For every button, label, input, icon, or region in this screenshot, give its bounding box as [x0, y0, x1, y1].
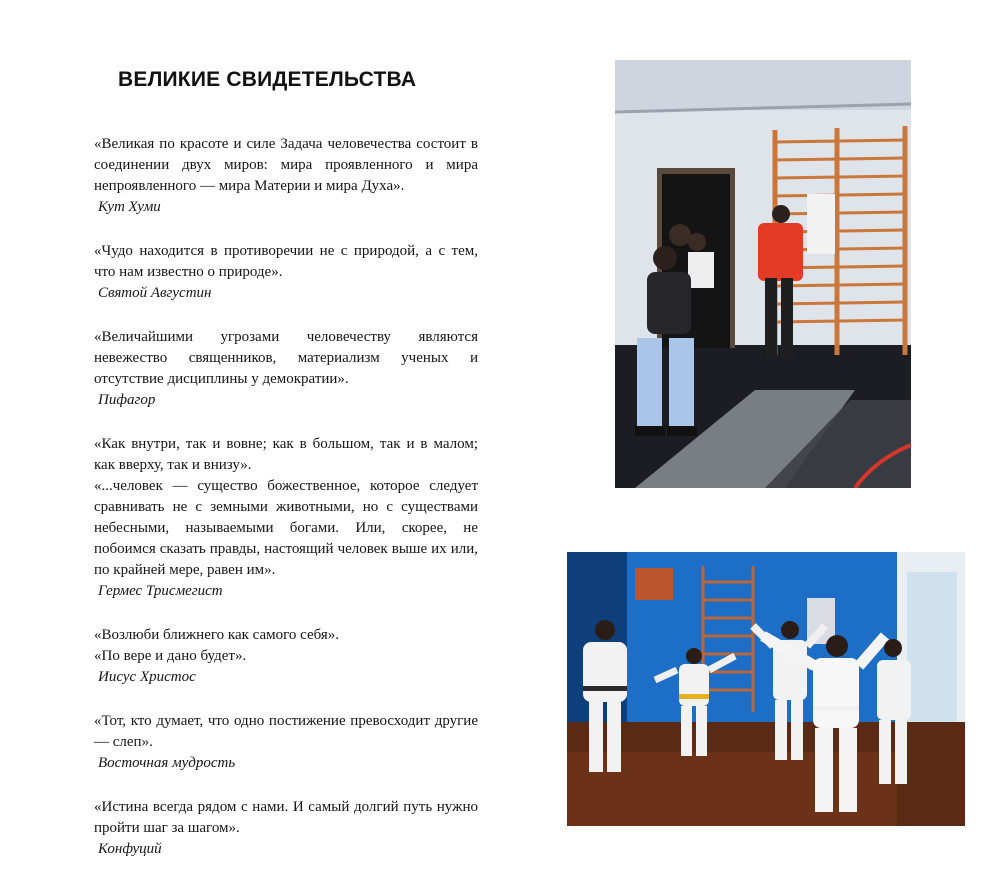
quote-text: «Как внутри, так и вовне; как в большом, так и в малом; как вверху, так и внизу».	[94, 436, 478, 473]
quote-block	[94, 241, 478, 304]
quote-text: «Чудо находится в противоречии не с природой, а с тем, что нам известно о природе».	[94, 243, 478, 280]
quote-text: «По вере и дано будет».	[94, 648, 247, 664]
quote-block	[94, 327, 478, 411]
quote-text: «...человек — существо божественное, которое следует сравнивать не с земными животными, но с существами небесными, называемыми богами. Или, скорее, не побоимся сказать правды, настоящий человек выше их или, по крайней мере, равен им».	[94, 478, 478, 578]
quote-block	[94, 711, 478, 774]
quote-block	[94, 625, 478, 688]
quote-author: Пифагор	[98, 392, 156, 408]
quote-author: Иисус Христос	[98, 669, 196, 685]
photo-gym-seated-man	[615, 60, 911, 488]
quote-text: «Тот, кто думает, что одно постижение превосходит другие — слеп».	[94, 713, 478, 750]
quote-text: «Величайшими угрозами человечеству являются невежество священников, материализм ученых и отсутствие дисциплины у демократии».	[94, 329, 478, 387]
quote-block	[94, 134, 478, 218]
quote-author: Восточная мудрость	[98, 755, 236, 771]
quote-text: «Истина всегда рядом с нами. И самый долгий путь нужно пройти шаг за шагом».	[94, 799, 478, 836]
quotes-column	[94, 134, 478, 883]
quote-text: «Великая по красоте и силе Задача человечества состоит в соединении двух миров: мира проявленного и мира непроявленного — мира Материи и мира Духа».	[94, 136, 478, 194]
quote-author: Святой Августин	[98, 285, 212, 301]
quote-text: «Возлюби ближнего как самого себя».	[94, 627, 340, 643]
quote-block	[94, 434, 478, 602]
quote-author: Гермес Трисмегист	[98, 583, 223, 599]
page-title: ВЕЛИКИЕ СВИДЕТЕЛЬСТВА	[118, 68, 417, 91]
quote-block	[94, 797, 478, 860]
quote-author: Конфуций	[98, 841, 162, 857]
photo-karate-class	[567, 552, 965, 826]
quote-author: Кут Хуми	[98, 199, 161, 215]
